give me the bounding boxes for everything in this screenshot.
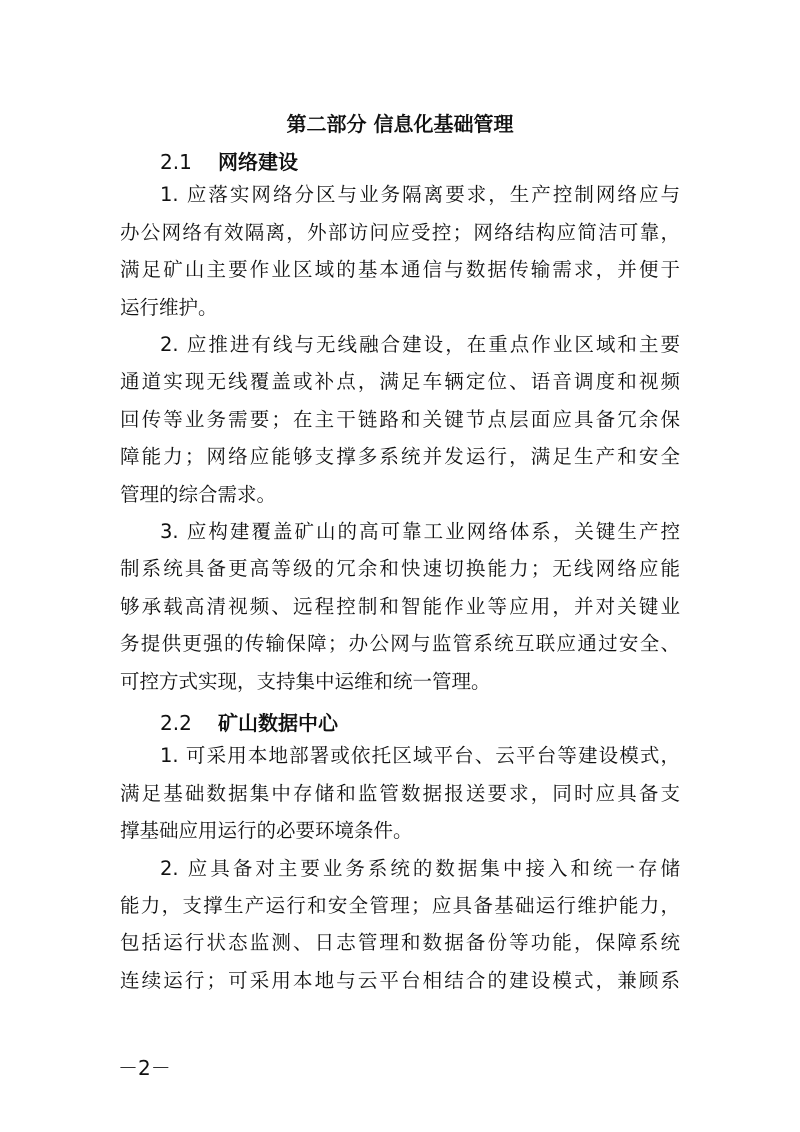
paragraph-line: 够承载高清视频、远程控制和智能作业等应用，并对关键业 bbox=[120, 594, 680, 618]
paragraph-line: 回传等业务需要；在主干链路和关键节点层面应具备冗余保 bbox=[120, 407, 680, 431]
section-title: 网络建设 bbox=[218, 150, 298, 174]
section-title: 矿山数据中心 bbox=[218, 711, 338, 735]
paragraph-line: 运行维护。 bbox=[120, 295, 218, 319]
page-title: 第二部分 信息化基础管理 bbox=[286, 112, 514, 136]
section-heading bbox=[160, 146, 298, 175]
paragraph-line: 满足矿山主要作业区域的基本通信与数据传输需求，并便于 bbox=[120, 258, 680, 282]
paragraph-line: 务提供更强的传输保障；办公网与监管系统互联应通过安全、 bbox=[120, 632, 680, 656]
paragraph-line: 通道实现无线覆盖或补点，满足车辆定位、语音调度和视频 bbox=[120, 370, 680, 394]
paragraph-line: 能力，支撑生产运行和安全管理；应具备基础运行维护能力， bbox=[120, 894, 680, 917]
section-number: 2.1 bbox=[160, 150, 192, 174]
section-number: 2.2 bbox=[160, 711, 192, 735]
paragraph-line: 管理的综合需求。 bbox=[120, 482, 277, 506]
paragraph-line: 连续运行；可采用本地与云平台相结合的建设模式，兼顾系 bbox=[120, 968, 680, 992]
paragraph-line: 制系统具备更高等级的冗余和快速切换能力；无线网络应能 bbox=[120, 557, 680, 581]
paragraph-line: 障能力；网络应能够支撑多系统并发运行，满足生产和安全 bbox=[120, 445, 680, 469]
paragraph-line: 办公网络有效隔离，外部访问应受控；网络结构应简洁可靠， bbox=[120, 220, 680, 244]
paragraph-line: 满足基础数据集中存储和监管数据报送要求，同时应具备支 bbox=[120, 781, 680, 805]
section-heading bbox=[160, 707, 338, 736]
paragraph-line: 1. 应落实网络分区与业务隔离要求，生产控制网络应与 bbox=[160, 183, 680, 207]
paragraph-line: 包括运行状态监测、日志管理和数据备份等功能，保障系统 bbox=[120, 931, 680, 955]
paragraph-line: 1. 可采用本地部署或依托区域平台、云平台等建设模式， bbox=[160, 744, 680, 768]
paragraph-line: 2. 应具备对主要业务系统的数据集中接入和统一存储 bbox=[160, 856, 680, 880]
paragraph-line: 2. 应推进有线与无线融合建设，在重点作业区域和主要 bbox=[160, 333, 680, 356]
paragraph-line: 3. 应构建覆盖矿山的高可靠工业网络体系，关键生产控 bbox=[160, 520, 680, 543]
paragraph-line: 撑基础应用运行的必要环境条件。 bbox=[120, 819, 413, 843]
page-number: －2－ bbox=[118, 1056, 171, 1080]
paragraph-line: 可控方式实现，支持集中运维和统一管理。 bbox=[120, 669, 491, 693]
